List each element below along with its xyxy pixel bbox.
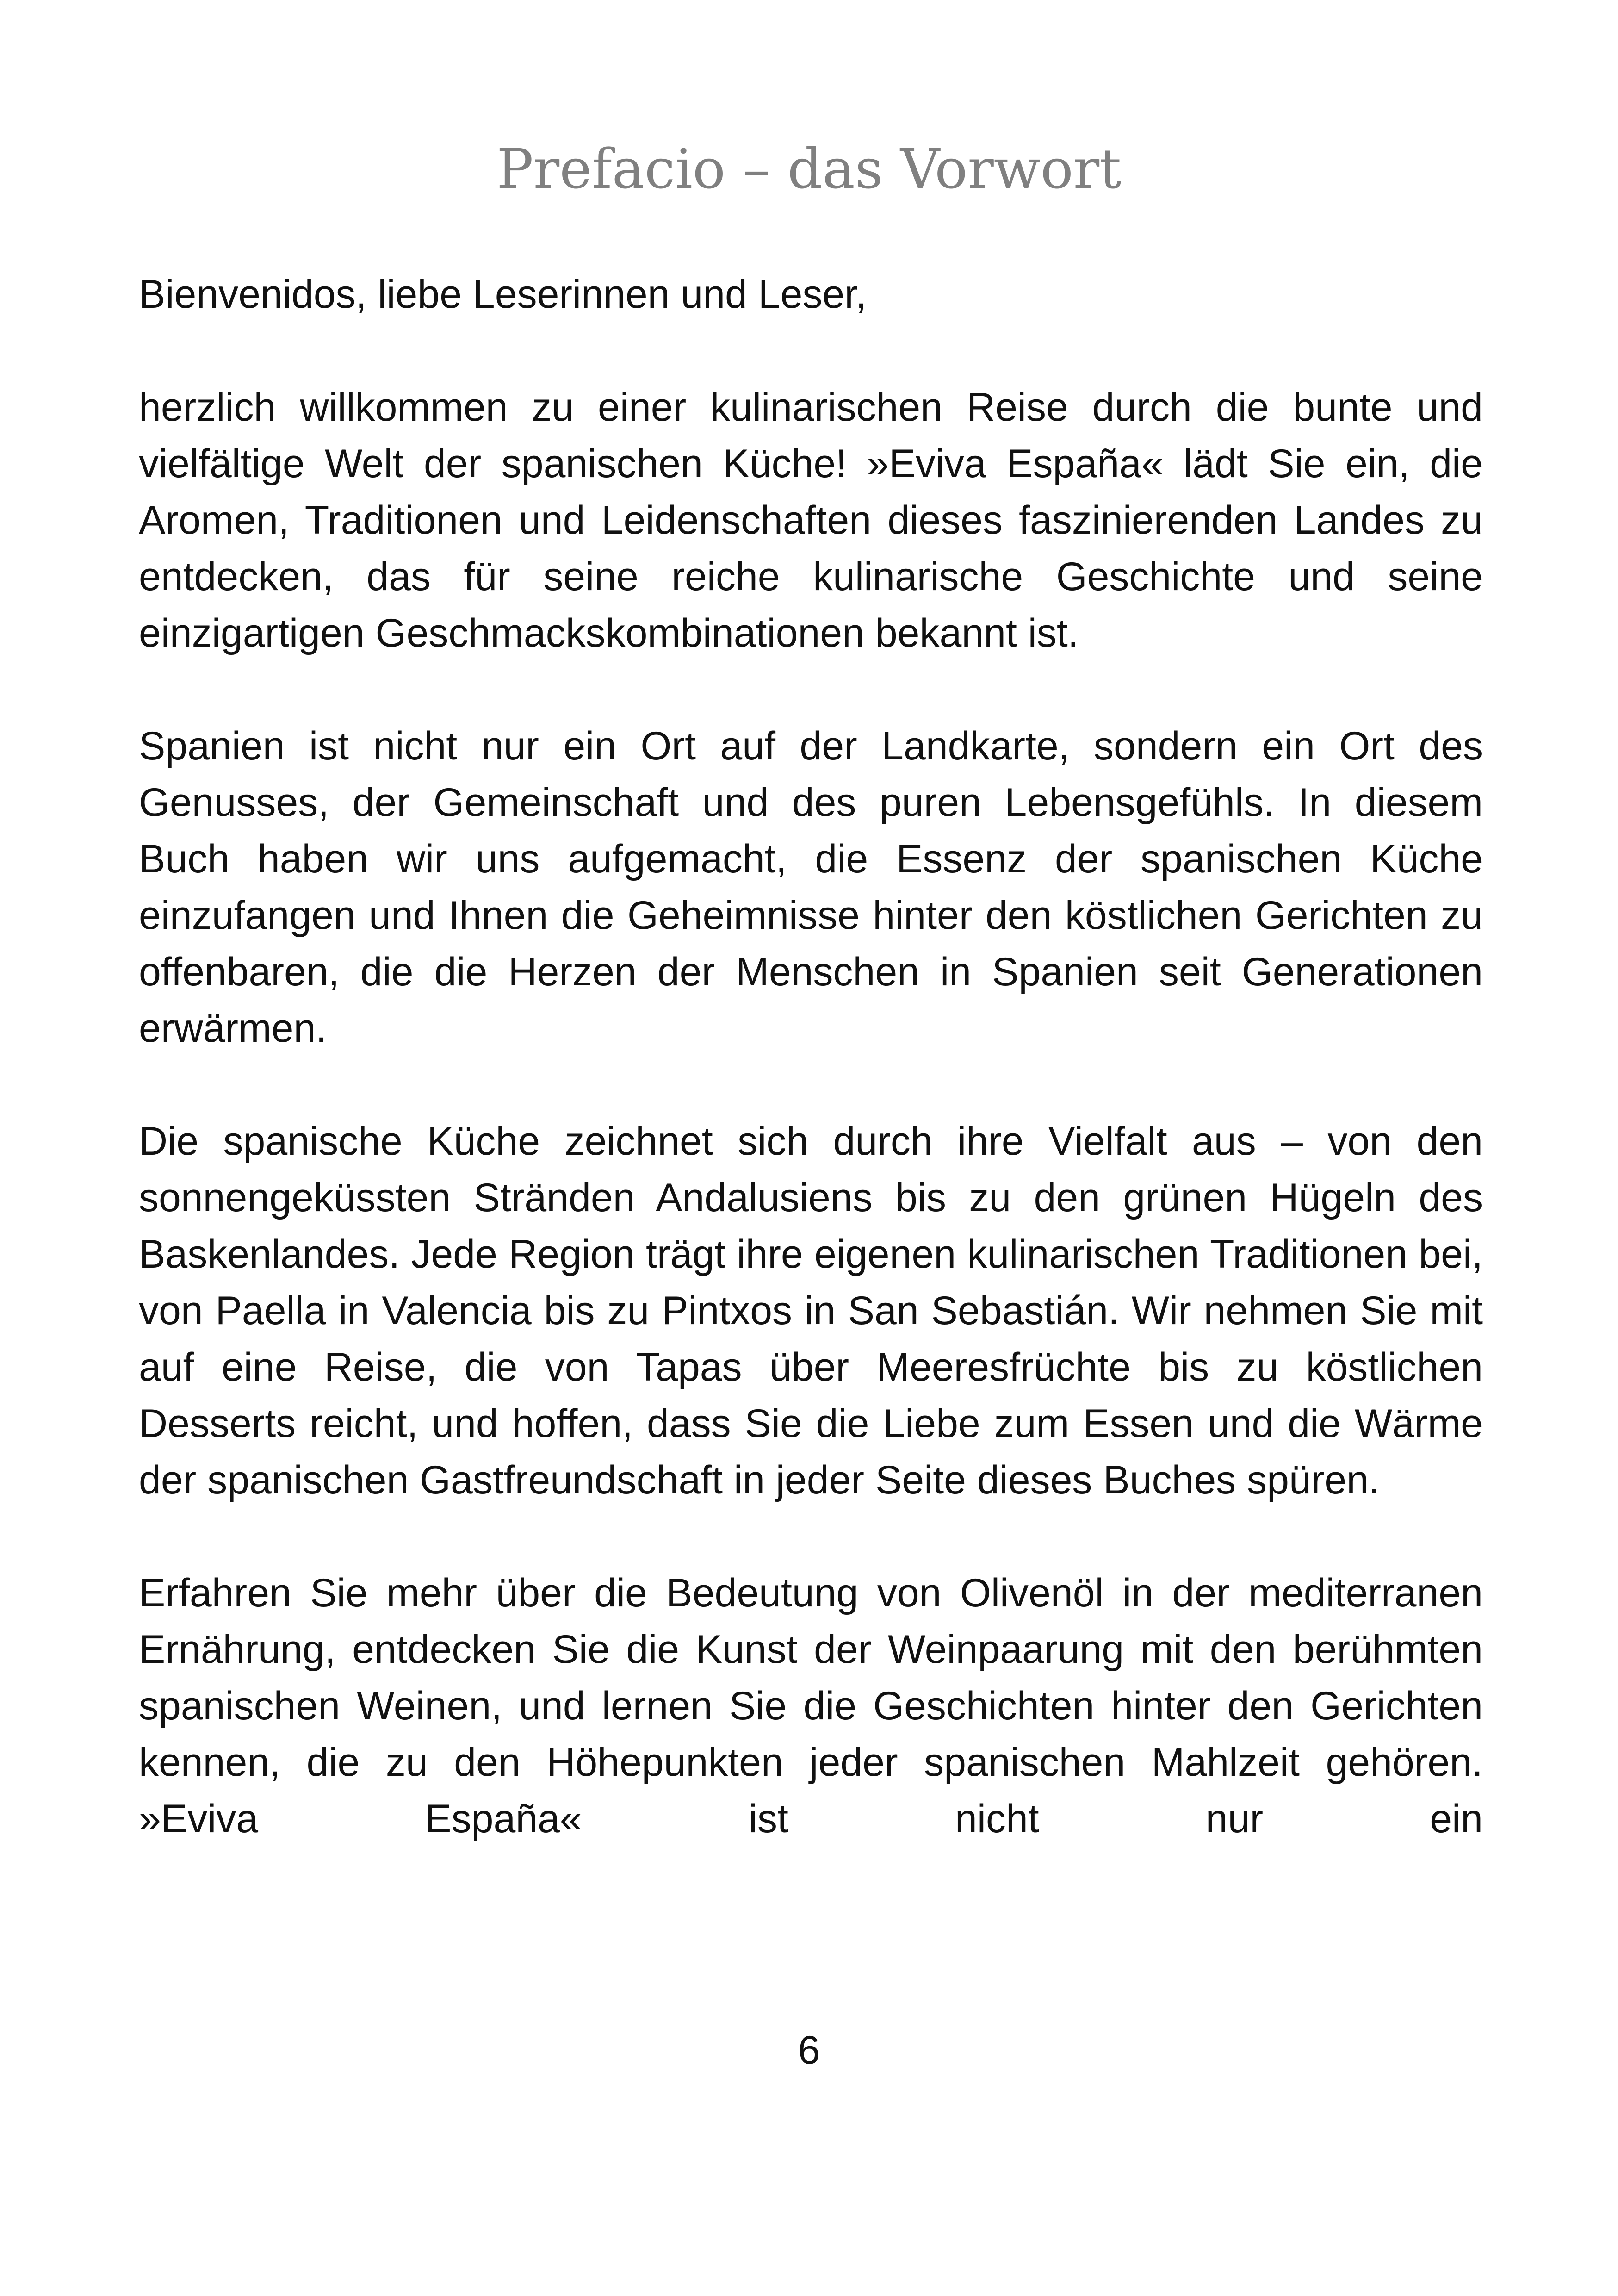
paragraph-4: Erfahren Sie mehr über die Bedeutung von Olivenöl in der mediterranen Ernährung, entdecken Sie die Kunst der Weinpaarung mit den berühmten spanischen Weinen, und lernen Sie die Geschichten hinter den Gerichten kennen, die zu den Höhepunkten jeder spanischen Mahlzeit gehören. »Eviva España« ist nicht nur ein bbox=[139, 1571, 1483, 1841]
paragraph-1: herzlich willkommen zu einer kulinarischen Reise durch die bunte und vielfältige Welt der spanischen Küche! »Eviva España« lädt Sie ein, die Aromen, Traditionen und Leidenschaften dieses faszinierenden Landes zu entdecken, das für seine reiche kulinarische Geschichte und seine einzigartigen Geschmackskombinationen bekannt ist. bbox=[139, 385, 1483, 655]
page-title: Prefacio – das Vorwort bbox=[496, 137, 1122, 201]
paragraph-3: Die spanische Küche zeichnet sich durch ihre Vielfalt aus – von den sonnengeküssten Stränden Andalusiens bis zu den grünen Hügeln des Baskenlandes. Jede Region trägt ihre eigenen kulinarischen Traditionen bei, von Paella in Valencia bis zu Pintxos in San Sebastián. Wir nehmen Sie mit auf eine Reise, die von Tapas über Meeresfrüchte bis zu köstlichen Desserts reicht, und hoffen, dass Sie die Liebe zum Essen und die Wärme der spanischen Gastfreundschaft in jeder Seite dieses Buches spüren. bbox=[139, 1119, 1483, 1502]
greeting: Bienvenidos, liebe Leserinnen und Leser, bbox=[139, 272, 867, 317]
paragraph-2: Spanien ist nicht nur ein Ort auf der Landkarte, sondern ein Ort des Genusses, der Gemeinschaft und des puren Lebensgefühls. In diesem Buch haben wir uns aufgemacht, die Essenz der spanischen Küche einzufangen und Ihnen die Geheimnisse hinter den köstlichen Gerichten zu offenbaren, die die Herzen der Menschen in Spanien seit Generationen erwärmen. bbox=[139, 724, 1483, 1051]
body-text bbox=[139, 266, 1483, 1904]
page-number: 6 bbox=[798, 2028, 820, 2072]
